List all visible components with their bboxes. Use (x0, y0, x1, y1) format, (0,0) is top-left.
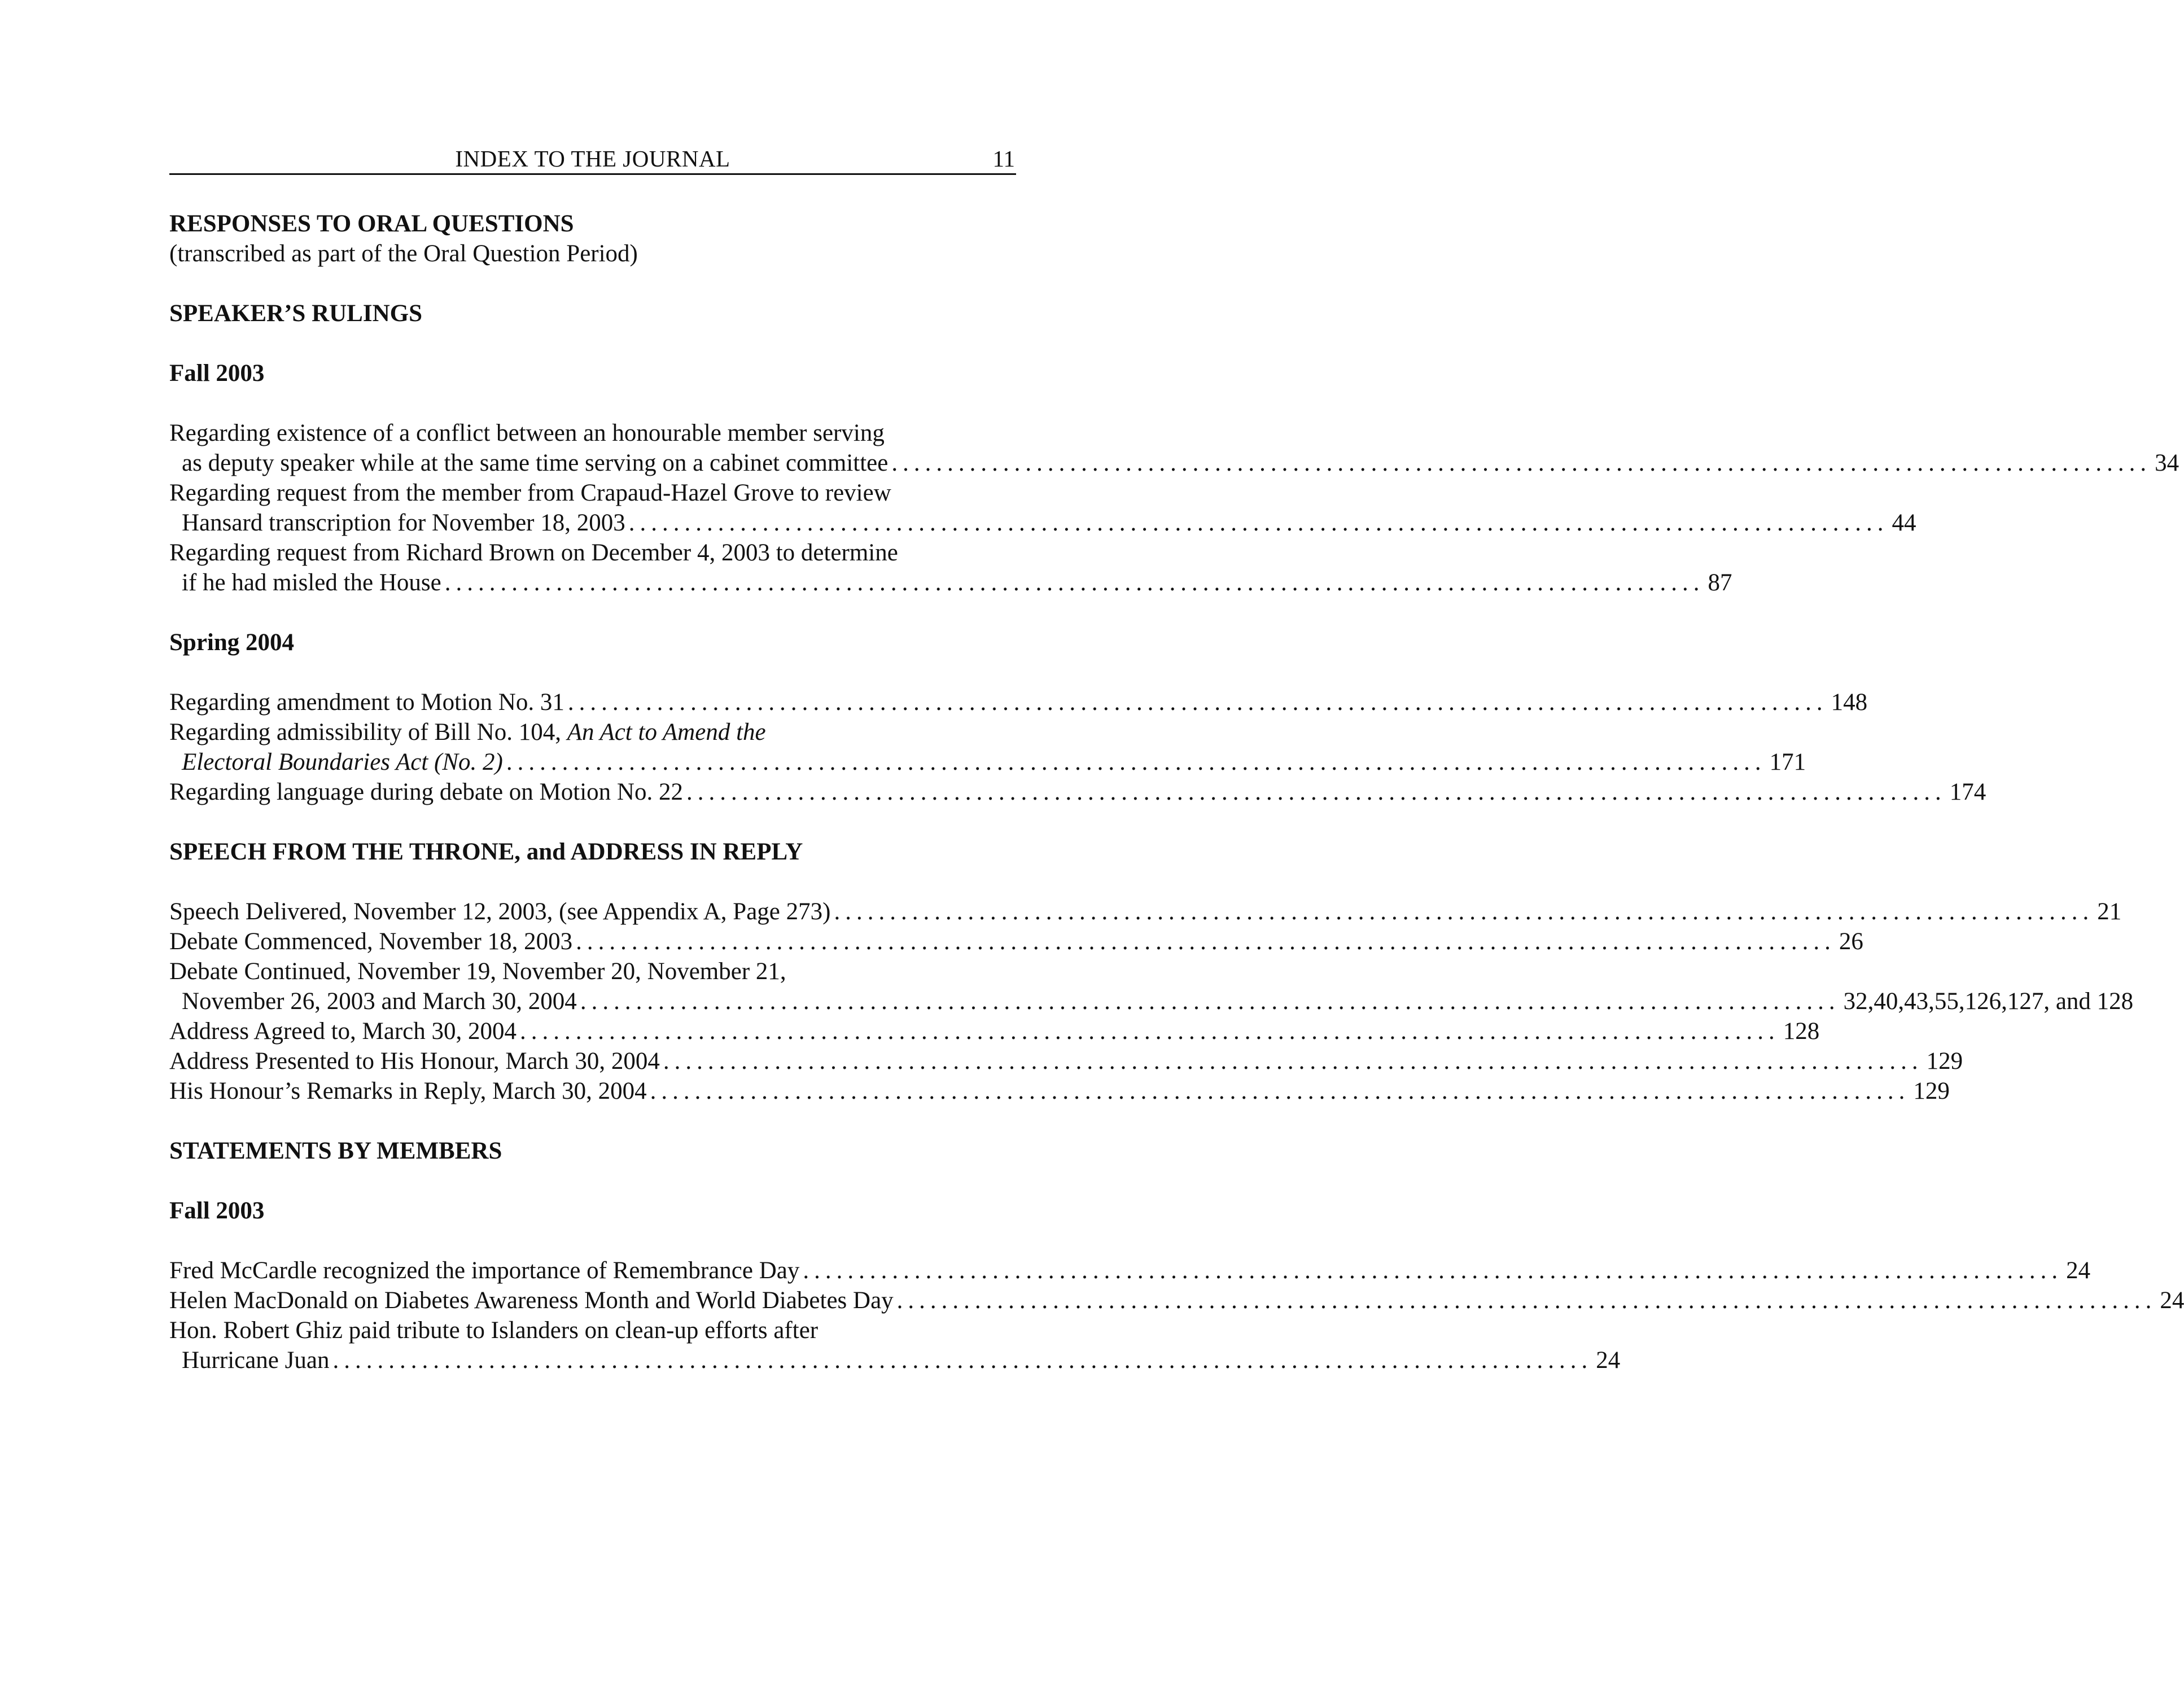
entry-text: Speech Delivered, November 12, 2003, (see Appendix A, Page 273) (169, 898, 831, 925)
index-entry (169, 1076, 1950, 1106)
dot-leader: ................................................................................................................. (686, 779, 1946, 805)
index-entry (169, 538, 1732, 598)
index-entry (169, 478, 1916, 538)
responses-note: (transcribed as part of the Oral Question Period) (169, 240, 638, 267)
running-head (169, 144, 1016, 175)
entry-page: 24 (2160, 1287, 2184, 1314)
entry-page: 21 (2097, 898, 2122, 925)
entry-page: 148 (1831, 689, 1868, 716)
subheading-rulings-fall: Fall 2003 (169, 360, 265, 387)
entry-text: Regarding existence of a conflict between an honourable member serving (169, 420, 885, 446)
entry-page: 26 (1839, 928, 1863, 955)
index-entry (169, 957, 2134, 1016)
running-head-title: INDEX TO THE JOURNAL (455, 146, 730, 172)
index-entry (169, 1315, 1621, 1375)
dot-leader: ................................................................................................................. (567, 689, 1828, 716)
dot-leader: ................................................................................................................. (628, 510, 1889, 536)
dot-leader: ................................................................................................................. (332, 1347, 1593, 1374)
dot-leader: ................................................................................................................. (834, 898, 2094, 925)
entry-text: Address Agreed to, March 30, 2004 (169, 1018, 517, 1045)
dot-leader: ................................................................................................................. (520, 1018, 1780, 1045)
index-entry (169, 897, 2122, 927)
entry-page: 44 (1892, 510, 1916, 536)
section-heading-throne: SPEECH FROM THE THRONE, and ADDRESS IN REPLY (169, 839, 803, 865)
page-number: 11 (992, 146, 1015, 172)
index-entry (169, 1286, 2184, 1315)
entry-page: 129 (1913, 1078, 1950, 1104)
entry-page: 32,40,43,55,126,127, and 128 (1843, 988, 2134, 1015)
entry-page: 24 (2066, 1257, 2091, 1284)
entry-text: Address Presented to His Honour, March 30, 2004 (169, 1048, 660, 1074)
entry-text-continued: as deputy speaker while at the same time serving on a cabinet committee (182, 450, 889, 476)
index-entry (169, 777, 1986, 807)
index-page (169, 144, 2184, 1375)
index-content (169, 209, 2184, 1375)
dot-leader: ................................................................................................................. (896, 1287, 2157, 1314)
entry-text: Regarding language during debate on Motion No. 22 (169, 779, 683, 805)
entry-page: 24 (1596, 1347, 1621, 1374)
index-entry (169, 1256, 2091, 1286)
section-heading-statements: STATEMENTS BY MEMBERS (169, 1138, 502, 1164)
dot-leader: ................................................................................................................. (444, 569, 1705, 596)
dot-leader: ................................................................................................................. (891, 450, 2152, 476)
dot-leader: ................................................................................................................. (803, 1257, 2063, 1284)
index-entry (169, 927, 1863, 957)
entry-act-title: An Act to Amend the (567, 719, 766, 745)
dot-leader: ................................................................................................................. (663, 1048, 1923, 1074)
dot-leader: ................................................................................................................. (580, 988, 1840, 1015)
index-entry (169, 418, 2179, 478)
section-heading-responses: RESPONSES TO ORAL QUESTIONS (169, 210, 574, 237)
entry-page: 129 (1926, 1048, 1963, 1074)
entry-page: 174 (1949, 779, 1986, 805)
entry-page: 171 (1769, 749, 1806, 775)
entry-page: 34 (2155, 450, 2179, 476)
section-heading-rulings: SPEAKER’S RULINGS (169, 300, 423, 327)
entry-act-title-continued: Electoral Boundaries Act (No. 2) (182, 749, 503, 775)
entry-text: His Honour’s Remarks in Reply, March 30, 2004 (169, 1078, 647, 1104)
entry-text: Regarding admissibility of Bill No. 104, (169, 719, 567, 745)
entry-text-continued: Hurricane Juan (182, 1347, 330, 1374)
index-entry (169, 1046, 1963, 1076)
entry-text: Regarding amendment to Motion No. 31 (169, 689, 564, 716)
dot-leader: ................................................................................................................. (650, 1078, 1910, 1104)
entry-text-continued: if he had misled the House (182, 569, 441, 596)
entry-text-continued: Hansard transcription for November 18, 2003 (182, 510, 625, 536)
entry-text: Regarding request from Richard Brown on December 4, 2003 to determine (169, 540, 898, 566)
subheading-rulings-spring: Spring 2004 (169, 629, 295, 656)
index-entry (169, 1016, 1820, 1046)
entry-text: Debate Continued, November 19, November 20, November 21, (169, 958, 786, 985)
entry-text: Hon. Robert Ghiz paid tribute to Islanders on clean-up efforts after (169, 1317, 819, 1344)
dot-leader: ................................................................................................................. (576, 928, 1836, 955)
entry-text: Debate Commenced, November 18, 2003 (169, 928, 573, 955)
dot-leader: ................................................................................................................. (506, 749, 1766, 775)
entry-text: Helen MacDonald on Diabetes Awareness Month and World Diabetes Day (169, 1287, 894, 1314)
index-entry (169, 717, 1806, 777)
entry-text: Fred McCardle recognized the importance of Remembrance Day (169, 1257, 800, 1284)
entry-page: 87 (1708, 569, 1732, 596)
entry-text: Regarding request from the member from Crapaud-Hazel Grove to review (169, 480, 891, 506)
entry-text-continued: November 26, 2003 and March 30, 2004 (182, 988, 577, 1015)
index-entry (169, 687, 1868, 717)
entry-page: 128 (1783, 1018, 1820, 1045)
subheading-statements-fall: Fall 2003 (169, 1198, 265, 1224)
